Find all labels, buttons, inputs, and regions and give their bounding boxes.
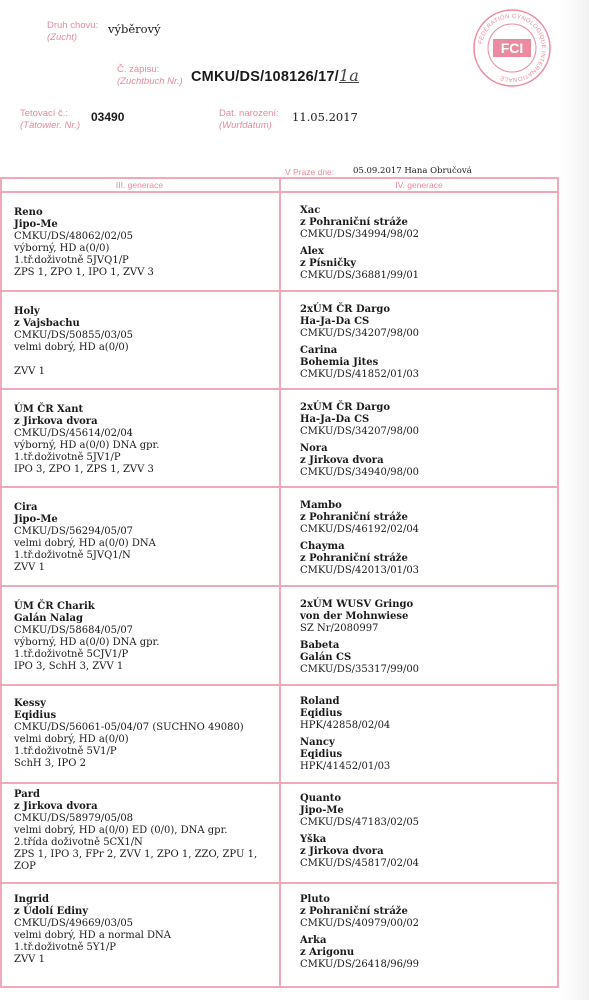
registration-number: CMKU/DS/108126/17/1a — [191, 66, 359, 85]
row-divider — [0, 684, 559, 686]
registration-label: Č. zápisu: (Zuchtbuch Nr.) — [117, 64, 183, 87]
row-divider — [0, 782, 559, 784]
fci-logo-seal — [472, 8, 552, 88]
table-left-border — [0, 177, 2, 987]
gen3-entry: Kessy Eqidius CMKU/DS/56061-05/04/07 (SUCHNO 49080) velmi dobrý, HD a(0/0) 1.tř.doživotně 5V1/P SchH 3, IPO 2 — [14, 698, 244, 769]
table-right-border — [557, 177, 559, 987]
gen4-entry: 2xÚM WUSV Gringo von der Mohnwiese SZ Nr/2080997 Babeta Galán CS CMKU/DS/35317/99/00 — [300, 599, 420, 675]
row-divider — [0, 882, 559, 884]
column-header-left: III. generace — [115, 180, 164, 190]
birth-date-value: 11.05.2017 — [292, 110, 358, 124]
breed-type-value: výběrový — [108, 22, 161, 36]
gen3-entry: Holy z Vajsbachu CMKU/DS/50855/03/05 velmi dobrý, HD a(0/0) ZVV 1 — [14, 306, 134, 377]
gen4-entry: Mambo z Pohraniční stráže CMKU/DS/46192/02/04 Chayma z Pohraniční stráže CMKU/DS/42013/01/03 — [300, 500, 420, 576]
gen3-entry: Cira Jipo-Me CMKU/DS/56294/05/07 velmi dobrý, HD a(0/0) DNA 1.tř.doživotně 5JVQ1/N ZVV 1 — [14, 502, 156, 573]
table-bottom-border — [0, 986, 559, 988]
row-divider — [0, 585, 559, 587]
gen3-entry: Pard z Jirkova dvora CMKU/DS/58979/05/08 velmi dobrý, HD a(0/0) ED (0/0), DNA gpr. 2.třída doživotně 5CX1/N ZPS 1, IPO 3, FPr 2, ZVV 1, ZPO 1, ZZO, ZPU 1, ZOP — [14, 789, 258, 872]
gen4-entry: Quanto Jipo-Me CMKU/DS/47183/02/05 Yška z Jirkova dvora CMKU/DS/45817/02/04 — [300, 793, 420, 869]
row-divider — [0, 290, 559, 292]
tattoo-number: 03490 — [91, 110, 125, 124]
gen4-entry: 2xÚM ČR Dargo Ha-Ja-Da CS CMKU/DS/34207/98/00 Nora z Jirkova dvora CMKU/DS/34940/98/00 — [300, 402, 420, 478]
gen3-entry: Reno Jipo-Me CMKU/DS/48062/02/05 výborný, HD a(0/0) 1.tř.doživotně 5JVQ1/P ZPS 1, ZPO 1, IPO 1, ZVV 3 — [14, 207, 154, 278]
gen4-entry: 2xÚM ČR Dargo Ha-Ja-Da CS CMKU/DS/34207/98/00 Carina Bohemia Jites CMKU/DS/41852/01/03 — [300, 304, 420, 380]
fci-logo-text: FCI — [500, 40, 524, 56]
row-divider — [0, 486, 559, 488]
fci-ring-text: FÉDÉRATION CYNOLOGIQUE INTERNATIONALE — [478, 13, 547, 83]
gen3-entry: Ingrid z Údolí Ediny CMKU/DS/49669/03/05 velmi dobrý, HD a normal DNA 1.tř.doživotně 5Y1/P ZVV 1 — [14, 894, 172, 965]
gen3-entry: ÚM ČR Xant z Jirkova dvora CMKU/DS/45614/02/04 výborný, HD a(0/0) DNA gpr. 1.tř.doživotně 5JV1/P IPO 3, ZPO 1, ZPS 1, ZVV 3 — [14, 404, 160, 475]
row-divider — [0, 388, 559, 390]
page-edge-shadow — [559, 0, 589, 1000]
place-date-label: V Praze dne: — [285, 167, 335, 177]
registration-handwritten-suffix: 1a — [338, 66, 359, 85]
gen4-entry: Xac z Pohraniční stráže CMKU/DS/34994/98/02 Alex z Písničky CMKU/DS/36881/99/01 — [300, 205, 420, 281]
birth-date-label: Dat. narození: (Wurfdatum) — [219, 108, 279, 131]
gen4-entry: Roland Eqidius HPK/42858/02/04 Nancy Eqidius HPK/41452/01/03 — [300, 696, 391, 772]
breed-type-label: Druh chovu: (Zucht) — [47, 20, 99, 43]
place-date-value: 05.09.2017 Hana Obručová — [353, 166, 472, 176]
column-header-right: IV. generace — [395, 180, 443, 190]
column-divider — [279, 177, 281, 987]
gen3-entry: ÚM ČR Charik Galán Nalag CMKU/DS/58684/05/07 výborný, HD a(0/0) DNA gpr. 1.tř.doživotně 5CJV1/P IPO 3, SchH 3, ZVV 1 — [14, 601, 160, 672]
tattoo-label: Tetovací č.: (Tätowier. Nr.) — [20, 108, 80, 131]
gen4-entry: Pluto z Pohraniční stráže CMKU/DS/40979/00/02 Arka z Arigonu CMKU/DS/26418/96/99 — [300, 894, 420, 970]
